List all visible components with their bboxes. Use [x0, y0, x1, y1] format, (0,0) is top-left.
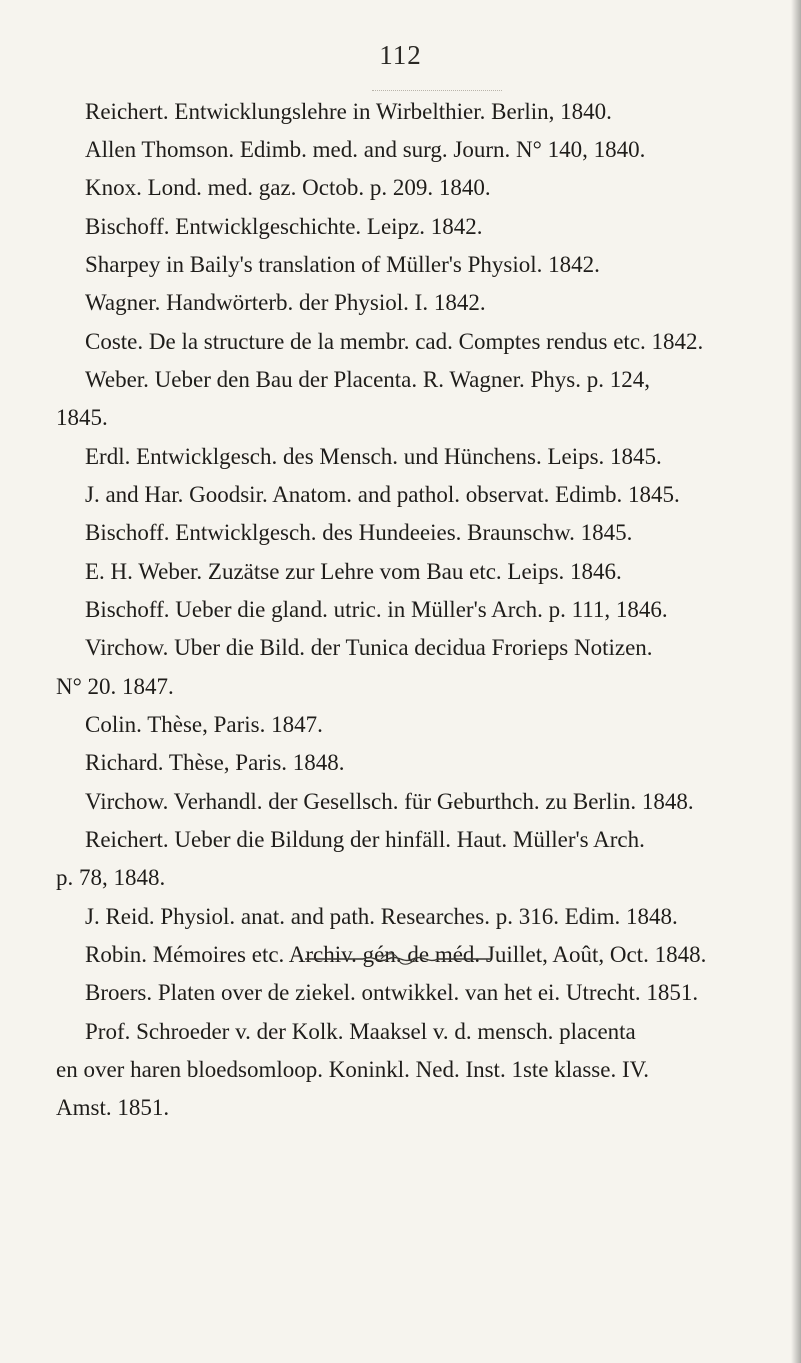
reference-line: E. H. Weber. Zuzätse zur Lehre vom Bau etc. Leips. 1846.	[85, 559, 622, 584]
reference-line: 1845.	[56, 405, 108, 430]
reference-line: Broers. Platen over de ziekel. ontwikkel. van het ei. Utrecht. 1851.	[85, 980, 699, 1005]
reference-line: Amst. 1851.	[56, 1095, 170, 1120]
reference-line: Sharpey in Baily's translation of Müller's Physiol. 1842.	[85, 252, 600, 277]
decorative-tailpiece	[303, 952, 493, 966]
reference-line: Virchow. Verhandl. der Gesellsch. für Geburthch. zu Berlin. 1848.	[85, 789, 694, 814]
reference-line: J. and Har. Goodsir. Anatom. and pathol. observat. Edimb. 1845.	[85, 482, 680, 507]
reference-line: Bischoff. Entwicklgesch. des Hundeeies. Braunschw. 1845.	[85, 520, 633, 545]
reference-line: Prof. Schroeder v. der Kolk. Maaksel v. d. mensch. placenta	[85, 1019, 636, 1044]
reference-line: Bischoff. Ueber die gland. utric. in Müller's Arch. p. 111, 1846.	[85, 597, 668, 622]
header-rule	[372, 90, 502, 91]
reference-line: Wagner. Handwörterb. der Physiol. I. 1842.	[85, 290, 486, 315]
reference-line: Robin. Mémoires etc. Archiv. gén. de méd. Juillet, Août, Oct. 1848.	[85, 942, 707, 967]
reference-line: Allen Thomson. Edimb. med. and surg. Journ. N° 140, 1840.	[85, 137, 646, 162]
reference-line: Weber. Ueber den Bau der Placenta. R. Wagner. Phys. p. 124,	[85, 367, 650, 392]
reference-line: Coste. De la structure de la membr. cad. Comptes rendus etc. 1842.	[85, 329, 704, 354]
reference-line: en over haren bloedsomloop. Koninkl. Ned. Inst. 1ste klasse. IV.	[56, 1057, 650, 1082]
page-edge-shadow	[791, 0, 801, 1363]
reference-line: Reichert. Ueber die Bildung der hinfäll. Haut. Müller's Arch.	[85, 827, 645, 852]
reference-line: Knox. Lond. med. gaz. Octob. p. 209. 1840.	[85, 175, 491, 200]
reference-line: p. 78, 1848.	[56, 865, 166, 890]
reference-line: Richard. Thèse, Paris. 1848.	[85, 750, 345, 775]
reference-line: N° 20. 1847.	[56, 674, 174, 699]
reference-line: Erdl. Entwicklgesch. des Mensch. und Hünchens. Leips. 1845.	[85, 444, 662, 469]
reference-line: Virchow. Uber die Bild. der Tunica decidua Frorieps Notizen.	[85, 635, 653, 660]
reference-line: Colin. Thèse, Paris. 1847.	[85, 712, 323, 737]
reference-line: Bischoff. Entwicklgeschichte. Leipz. 1842.	[85, 214, 483, 239]
reference-line: J. Reid. Physiol. anat. and path. Researches. p. 316. Edim. 1848.	[85, 904, 678, 929]
reference-line: Reichert. Entwicklungslehre in Wirbelthier. Berlin, 1840.	[85, 99, 612, 124]
page-number: 112	[379, 40, 422, 70]
